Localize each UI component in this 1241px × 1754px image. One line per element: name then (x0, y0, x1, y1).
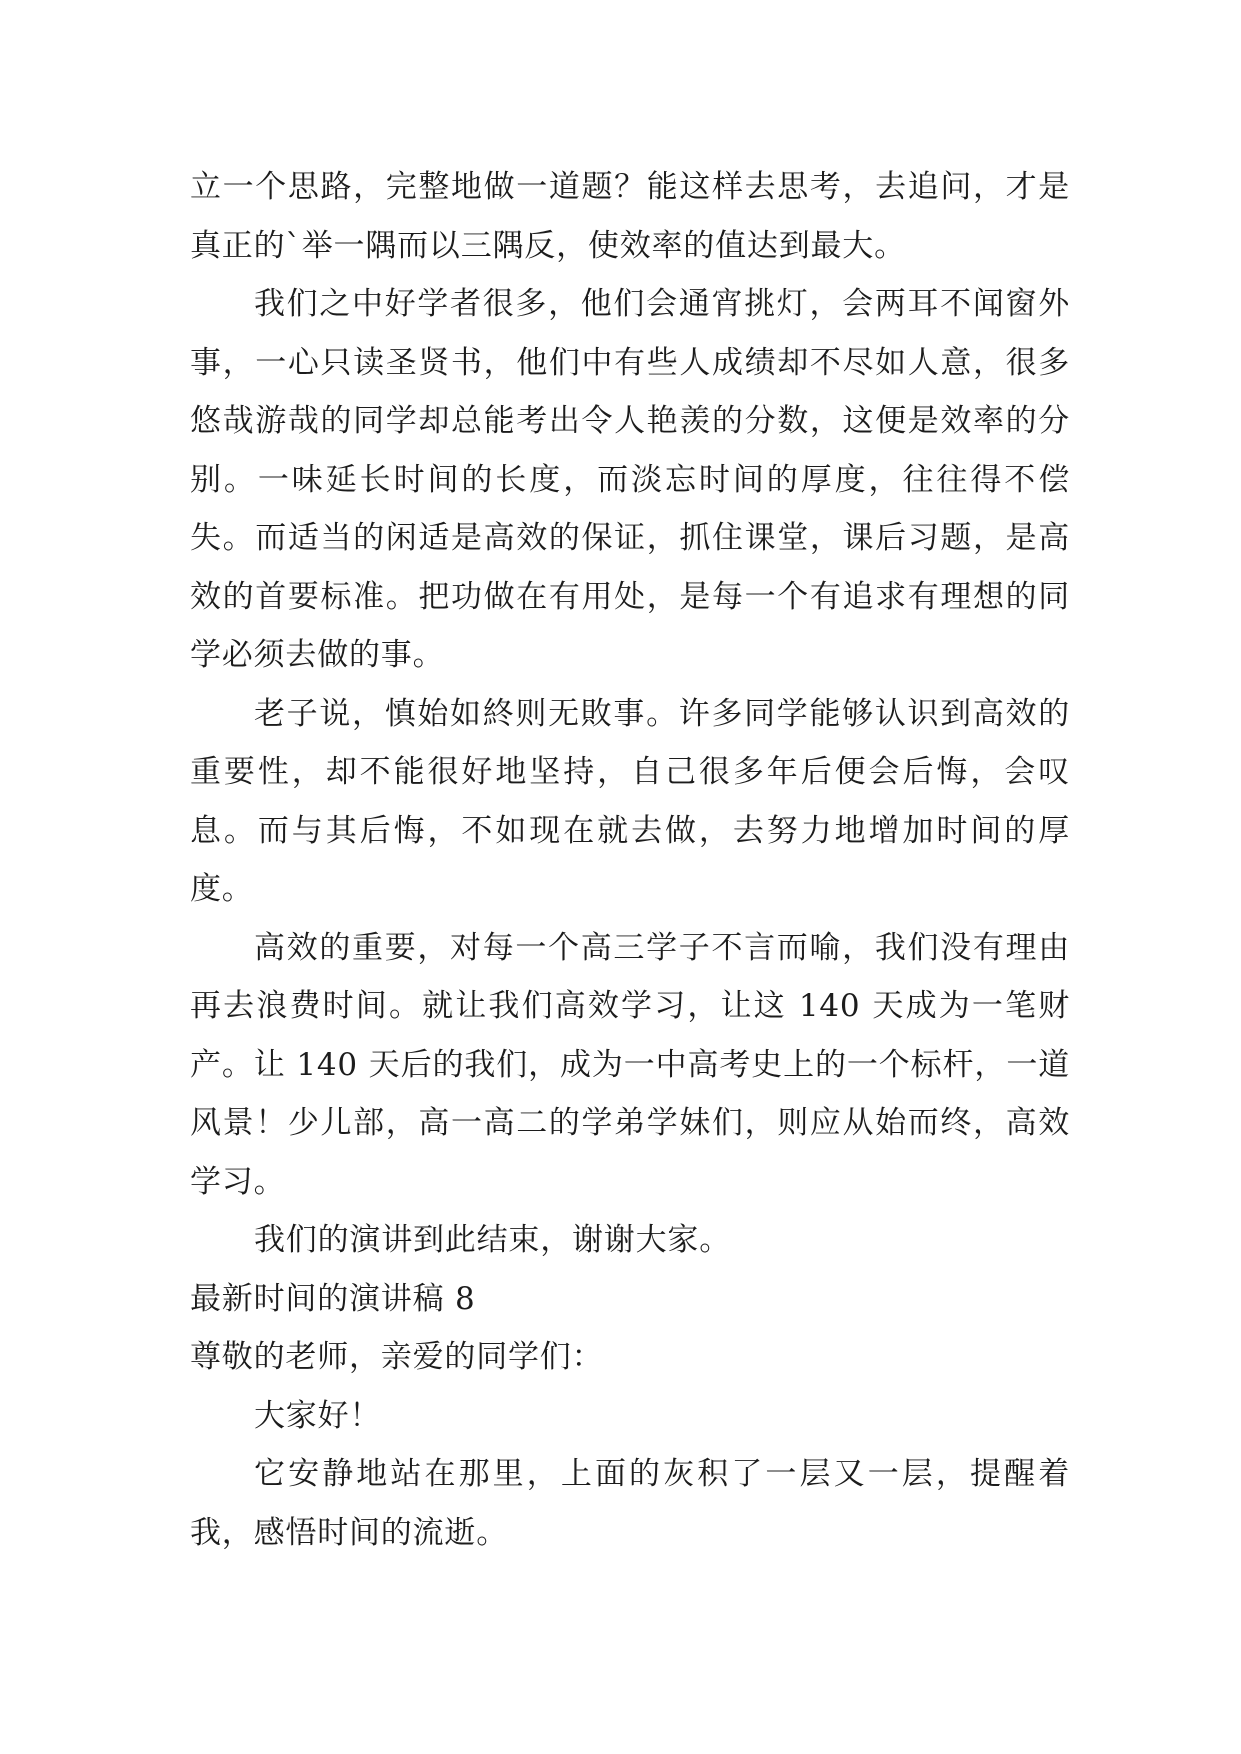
salutation: 尊敬的老师，亲爱的同学们： (190, 1339, 604, 1375)
paragraph-closing: 我们的演讲到此结束，谢谢大家。 (254, 1222, 731, 1258)
document-body (190, 158, 1070, 1562)
section-heading: 最新时间的演讲稿 8 (190, 1280, 476, 1317)
paragraph-laozi: 老子说，慎始如終则无敗事。许多同学能够认识到高效的重要性，却不能很好地坚持，自己很多年后便会后悔，会叹息。而与其后悔，不如现在就去做，去努力地增加时间的厚度。 (190, 695, 1070, 907)
greeting: 大家好！ (254, 1397, 382, 1434)
paragraph-continuation: 立一个思路，完整地做一道题？能这样去思考，去追问，才是真正的`举一隅而以三隅反，使效率的值达到最大。 (190, 169, 1070, 264)
paragraph-efficiency: 我们之中好学者很多，他们会通宵挑灯，会两耳不闻窗外事，一心只读圣贤书，他们中有些人成绩却不尽如人意，很多悠哉游哉的同学却总能考出令人艳羡的分数，这便是效率的分别。一味延长时间的长度，而淡忘时间的厚度，往往得不偿失。而适当的闲适是高效的保证，抓住课堂，课后习题，是高效的首要标准。把功做在有用处，是每一个有追求有理想的同学必须去做的事。 (190, 286, 1070, 673)
paragraph-time-passing: 它安静地站在那里，上面的灰积了一层又一层，提醒着我，感悟时间的流逝。 (190, 1456, 1070, 1551)
paragraph-gaosan: 高效的重要，对每一个高三学子不言而喻，我们没有理由再去浪费时间。就让我们高效学习，让这 140 天成为一笔财产。让 140 天后的我们，成为一中高考史上的一个标杆，一道风景！少儿部，高一高二的学弟学妹们，则应从始而终，高效学习。 (190, 929, 1070, 1200)
